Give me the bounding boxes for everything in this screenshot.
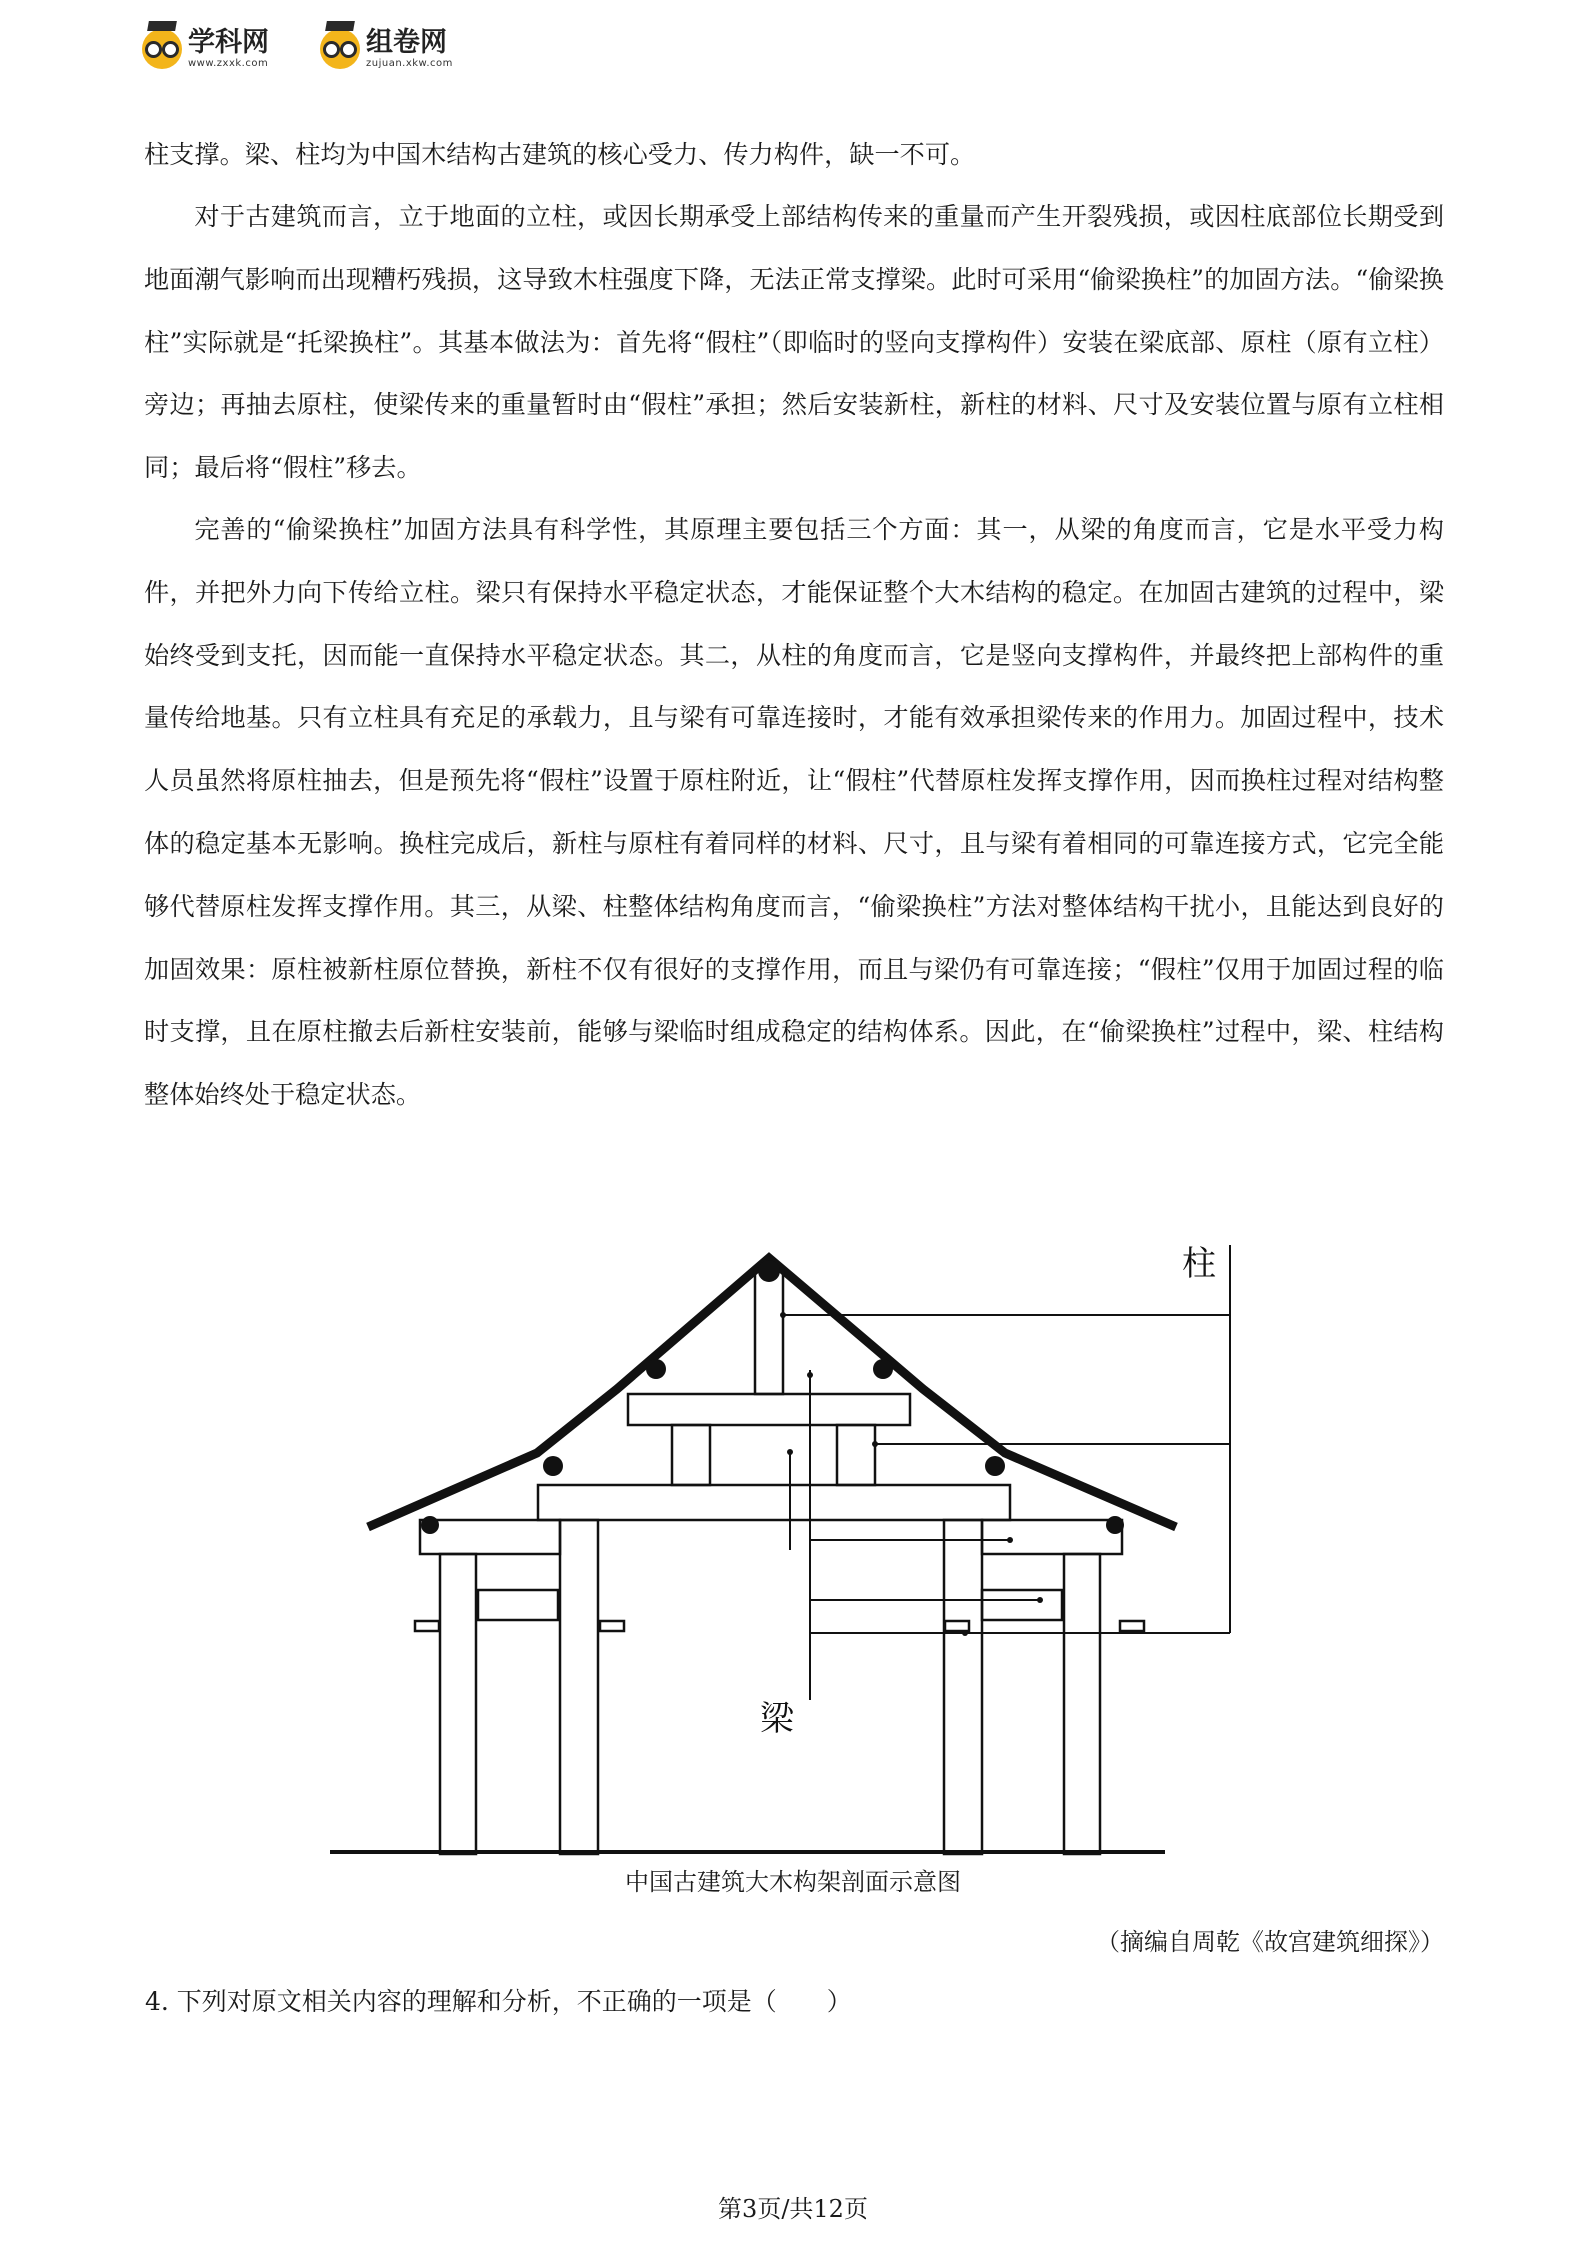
figure-caption: 中国古建筑大木构架剖面示意图 [625,1868,961,1896]
paragraph: 柱支撑。梁、柱均为中国木结构古建筑的核心受力、传力构件，缺一不可。 [144,140,976,169]
zujuan-logo [320,22,453,76]
label-zhu: 柱 [1182,1244,1216,1284]
logo-name: 学科网 [188,27,269,58]
king-post [755,1269,783,1394]
paragraph: 完善的“偷梁换柱”加固方法具有科学性，其原理主要包括三个方面：其一，从梁的角度而言，它是水平受力构件，并把外力向下传给立柱。梁只有保持水平稳定状态，才能保证整个大木结构的稳定。在加固古建筑的过程中，梁始终受到支托，因而能一直保持水平稳定状态。其二，从柱的角度而言，它是竖向支撑构件，并最终把上部构件的重量传给地基。只有立柱具有充足的承载力，且与梁有可靠连接时，才能有效承担梁传来的作用力。加固过程中，技术人员虽然将原柱抽去，但是预先将“假柱”设置于原柱附近，让“假柱”代替原柱发挥支撑作用，因而换柱过程对结构整体的稳定基本无影响。换柱完成后，新柱与原柱有着同样的材料、尺寸，且与梁有着相同的可靠连接方式，它完全能够代替原柱发挥支撑作用。其三，从梁、柱整体结构角度而言，“偷梁换柱”方法对整体结构干扰小，且能达到良好的加固效果：原柱被新柱原位替换，新柱不仅有很好的支撑作用，而且与梁仍有可靠连接；“假柱”仅用于加固过程的临时支撑，且在原柱撤去后新柱安装前，能够与梁临时组成稳定的结构体系。因此，在“偷梁换柱”过程中，梁、柱结构整体始终处于稳定状态。 [144,515,1444,1110]
column [944,1520,982,1854]
leader-dot [872,1441,878,1447]
stub [600,1621,624,1631]
column [1064,1554,1100,1854]
logo-url: www.zxxk.com [188,58,269,69]
leader-dot [962,1630,968,1636]
lower-beam-left [420,1520,560,1554]
strut [837,1425,875,1485]
column [560,1520,598,1854]
stub [415,1621,439,1631]
lower-beam-right [982,1520,1122,1554]
column [440,1554,476,1854]
page-number: 第3页/共12页 [718,2195,868,2223]
stub [1120,1621,1144,1631]
purlin [646,1359,666,1379]
purlin [758,1260,780,1282]
owl-icon [320,29,360,69]
leader-dot [1037,1597,1043,1603]
label-liang: 梁 [760,1699,794,1739]
source-citation: （摘编自周乾《故宫建筑细探》） [1096,1928,1444,1956]
leader-dot [787,1449,793,1455]
roof-line [368,1258,1176,1527]
timber-frame-diagram [320,1215,1216,1850]
purlin [421,1516,439,1534]
upper-beam [628,1394,910,1425]
purlin [985,1456,1005,1476]
logo-name: 组卷网 [366,27,447,58]
tie-beam [478,1590,558,1620]
strut [672,1425,710,1485]
owl-icon [142,29,182,69]
xueke-logo [142,22,269,76]
tie-beam [982,1590,1062,1620]
paragraph: 对于古建筑而言，立于地面的立柱，或因长期承受上部结构传来的重量而产生开裂残损，或因柱底部位长期受到地面潮气影响而出现糟朽残损，这导致木柱强度下降，无法正常支撑梁。此时可采用“偷梁换柱”的加固方法。“偷梁换柱”实际就是“托梁换柱”。其基本做法为：首先将“假柱”（即临时的竖向支撑构件）安装在梁底部、原柱（原有立柱）旁边；再抽去原柱，使梁传来的重量暂时由“假柱”承担；然后安装新柱，新柱的材料、尺寸及安装位置与原有立柱相同；最后将“假柱”移去。 [144,202,1444,483]
purlin [873,1359,893,1379]
logo-url: zujuan.xkw.com [366,58,453,69]
leader-dot [807,1372,813,1378]
middle-beam [538,1485,1010,1520]
leader-dot [780,1312,786,1318]
question-4: 4. 下列对原文相关内容的理解和分析，不正确的一项是（ ） [145,1987,852,2016]
stub [945,1621,969,1631]
leader-dot [1007,1537,1013,1543]
purlin [543,1456,563,1476]
purlin [1106,1516,1124,1534]
